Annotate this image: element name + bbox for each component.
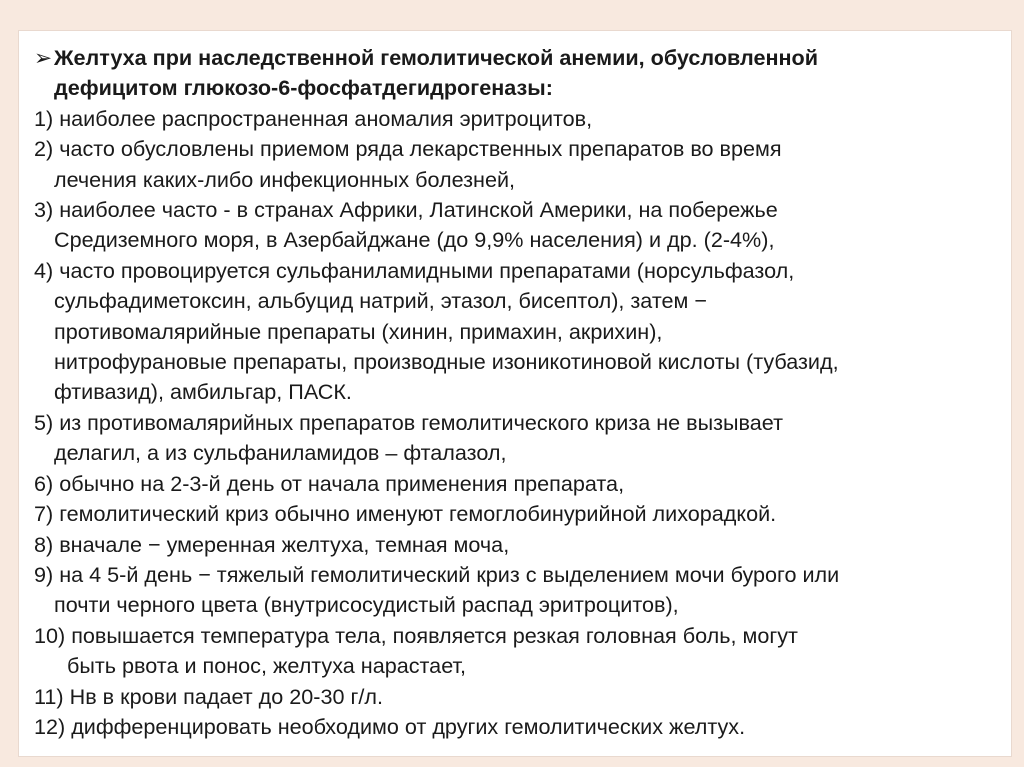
slide bbox=[18, 30, 1012, 757]
list-item-line: делагил, а из сульфаниламидов – фталазол, bbox=[54, 440, 507, 466]
list-item-2 bbox=[34, 134, 1001, 195]
list-item-line: 5) из противомалярийных препаратов гемолитического криза не вызывает bbox=[34, 409, 783, 435]
list-item-line: 1) наиболее распространенная аномалия эритроцитов, bbox=[34, 105, 593, 131]
list-item-3 bbox=[34, 195, 1001, 256]
list-item-line: сульфадиметоксин, альбуцид натрий, этазол, бисептол), затем − bbox=[54, 288, 707, 314]
list-item-line: Средиземного моря, в Азербайджане (до 9,9% населения) и др. (2-4%), bbox=[54, 227, 775, 253]
list-item-5 bbox=[34, 408, 1001, 469]
list-item-line: противомалярийные препараты (хинин, примахин, акрихин), bbox=[54, 318, 663, 344]
arrow-bullet-icon: ➢ bbox=[34, 45, 53, 70]
list-item-9 bbox=[34, 560, 1001, 621]
list-item-line: 2) часто обусловлены приемом ряда лекарственных препаратов во время bbox=[34, 136, 782, 162]
list-item-line: быть рвота и понос, желтуха нарастает, bbox=[67, 653, 466, 679]
list-item-4 bbox=[34, 256, 1001, 408]
heading-line-2: дефицитом глюкозо-6-фосфатдегидрогеназы: bbox=[54, 75, 553, 101]
list-item-line: нитрофурановые препараты, производные изоникотиновой кислоты (тубазид, bbox=[54, 349, 839, 375]
list-item-7 bbox=[34, 499, 1001, 529]
list-item-line: почти черного цвета (внутрисосудистый распад эритроцитов), bbox=[54, 592, 679, 618]
list-item-line: лечения каких-либо инфекционных болезней, bbox=[54, 166, 516, 192]
list-item-line: 11) Нв в крови падает до 20-30 г/л. bbox=[34, 683, 383, 709]
list-item-line: 4) часто провоцируется сульфаниламидными препаратами (норсульфазол, bbox=[34, 257, 795, 283]
list-item-10 bbox=[34, 621, 1001, 682]
list-item-line: 10) повышается температура тела, появляется резкая головная боль, могут bbox=[34, 622, 798, 648]
list-item-12 bbox=[34, 712, 1001, 742]
list-item-line: 6) обычно на 2-3-й день от начала применения препарата, bbox=[34, 470, 625, 496]
list-item-line: 9) на 4 5-й день − тяжелый гемолитический криз с выделением мочи бурого или bbox=[34, 561, 840, 587]
heading-text: Желтуха при наследственной гемолитической анемии, обусловленной bbox=[54, 45, 819, 70]
list-item-line: 3) наиболее часто - в странах Африки, Латинской Америки, на побережье bbox=[34, 197, 778, 223]
list-item-line: 8) вначале − умеренная желтуха, темная моча, bbox=[34, 531, 510, 557]
list-item-11 bbox=[34, 682, 1001, 712]
list-item-line: 12) дифференцировать необходимо от других гемолитических желтух. bbox=[34, 713, 746, 739]
list-item-1 bbox=[34, 104, 1001, 134]
list-item-line: фтивазид), амбильгар, ПАСК. bbox=[54, 379, 352, 405]
heading-line-1 bbox=[34, 43, 1001, 73]
list-item-6 bbox=[34, 469, 1001, 499]
slide-content bbox=[34, 43, 1001, 742]
list-item-line: 7) гемолитический криз обычно именуют гемоглобинурийной лихорадкой. bbox=[34, 501, 777, 527]
list-item-8 bbox=[34, 530, 1001, 560]
